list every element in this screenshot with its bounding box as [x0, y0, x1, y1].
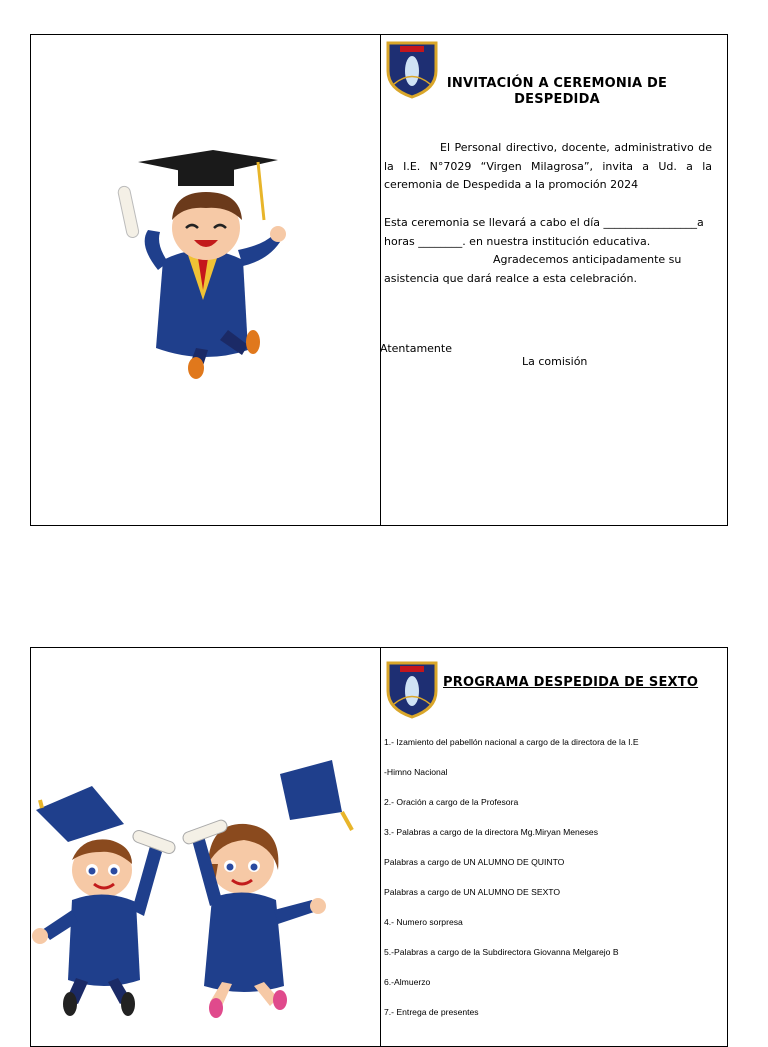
- invitation-title-line2: DESPEDIDA: [514, 92, 600, 107]
- invitation-paragraph-text: El Personal directivo, docente, administrativo de la I.E. N°7029 “Virgen Milagrosa”, invita a Ud. a la ceremonia de Despedida a la promoción 2024: [384, 141, 712, 191]
- invitation-title-line1: INVITACIÓN A CEREMONIA DE: [446, 76, 668, 91]
- program-item-8: 5.-Palabras a cargo de la Subdirectora Giovanna Melgarejo B: [384, 947, 619, 957]
- program-item-7: 4.- Numero sorpresa: [384, 917, 463, 927]
- graduate-boy-illustration: [108, 150, 298, 380]
- card-divider: [380, 35, 381, 525]
- closing-text: Atentamente: [380, 342, 452, 355]
- program-item-9: 6.-Almuerzo: [384, 977, 431, 987]
- program-title: PROGRAMA DESPEDIDA DE SEXTO: [443, 675, 699, 690]
- card-divider: [380, 648, 381, 1046]
- attendance-line: asistencia que dará realce a esta celebración.: [384, 271, 637, 285]
- program-item-4: 3.- Palabras a cargo de la directora Mg.Miryan Meneses: [384, 827, 598, 837]
- invitation-title: [427, 76, 687, 108]
- ceremony-time-line: horas ________. en nuestra institución educativa.: [384, 234, 651, 248]
- invitation-paragraph: [384, 139, 712, 195]
- program-item-10: 7.- Entrega de presentes: [384, 1007, 479, 1017]
- thanks-line: Agradecemos anticipadamente su: [493, 253, 682, 266]
- school-crest-icon: [386, 659, 438, 719]
- invitation-details: [384, 214, 712, 288]
- signature-text: La comisión: [522, 355, 588, 368]
- program-item-1: 1.- Izamiento del pabellón nacional a cargo de la directora de la I.E: [384, 737, 639, 747]
- program-item-2: -Himno Nacional: [384, 767, 448, 777]
- program-item-5: Palabras a cargo de UN ALUMNO DE QUINTO: [384, 857, 565, 867]
- ceremony-date-line: Esta ceremonia se llevará a cabo el día _________________a: [384, 216, 704, 229]
- program-item-6: Palabras a cargo de UN ALUMNO DE SEXTO: [384, 887, 561, 897]
- graduates-illustration: [32, 760, 372, 1020]
- program-item-3: 2.- Oración a cargo de la Profesora: [384, 797, 519, 807]
